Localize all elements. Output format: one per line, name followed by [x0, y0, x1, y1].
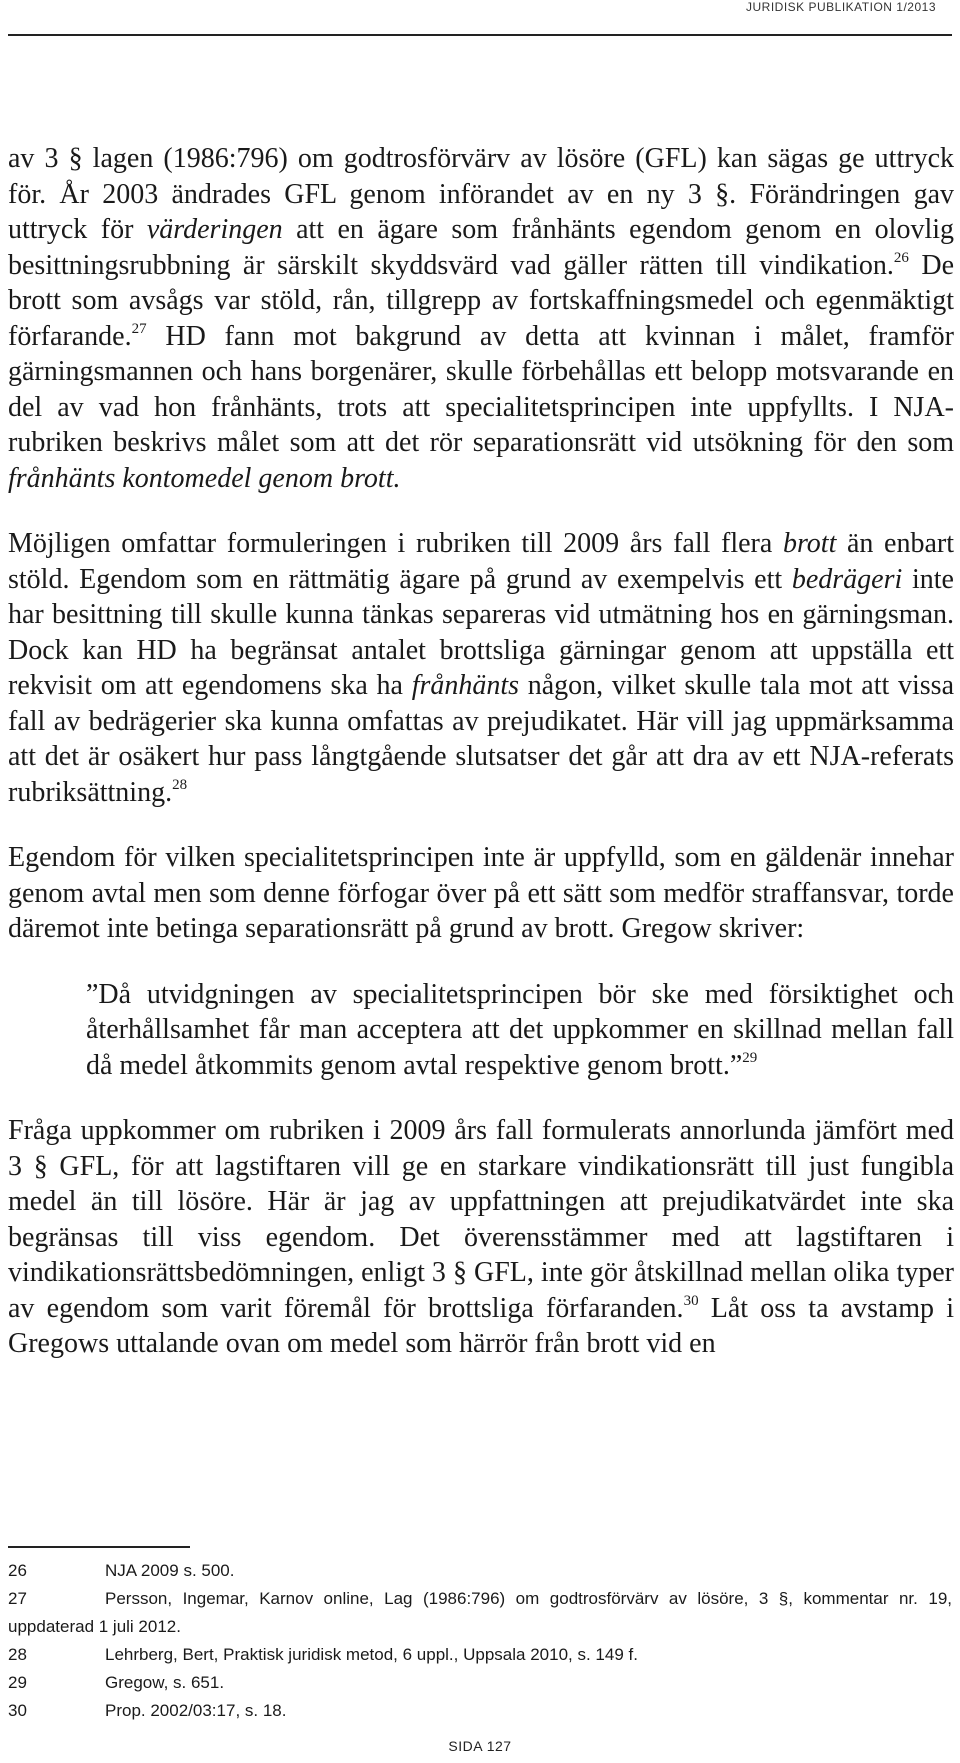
footnote-28: 28 Lehrberg, Bert, Praktisk juridisk metod, 6 uppl., Uppsala 2010, s. 149 f. — [8, 1645, 638, 1664]
footnote-27: 27 Persson, Ingemar, Karnov online, Lag (1986:796) om godtrosförvärv av lösöre, 3 §, kommentar nr. 19, uppdaterad 1 juli 2012. — [8, 1589, 952, 1636]
footnote-ref-29[interactable]: 29 — [742, 1049, 758, 1066]
running-head: JURIDISK PUBLIKATION 1/2013 — [745, 0, 936, 14]
article-body — [8, 141, 954, 1362]
emphasis-bedrageri: bedrägeri — [791, 563, 903, 595]
paragraph-4: Fråga uppkommer om rubriken i 2009 års fall formulerats annorlunda jämfört med 3 § GFL, för att lagstiftaren vill ge en starkare vindikationsrätt till just fungibla medel än till lösöre. Här är jag av uppfattningen att prejudikatvärdet inte ska begränsas till viss egendom. Det överensstämmer med att lagstiftaren i vindikationsrättsbedömningen, enligt 3 § GFL, inte gör åtskillnad mellan olika typer av egendom som varit föremål för brottsliga förfaranden.$^{30}$ Låt oss ta avstamp i Gregows uttalande ovan om medel som härrör från brott vid en — [8, 1115, 954, 1359]
paragraph-2: Möjligen omfattar formuleringen i rubriken till 2009 års fall flera brott än enbart stöld. Egendom som en rättmätig ägare på grund av exempelvis ett bedrägeri inte har besittning till skulle kunna tänkas separeras vid utmätning hos en gärningsman. Dock kan HD ha begränsat antalet brottsliga gärningar genom att uppställa ett rekvisit om att egendomens ska ha frånhänts någon, vilket skulle tala mot att vissa fall av bedrägerier ska kunna omfattas av prejudikatet. Här vill jag uppmärksamma att det är osäkert hur pass långtgående slutsatser det går att dra av ett NJA-referats rubriksättning.$^{28}$ — [8, 528, 954, 808]
paragraph-1: av 3 § lagen (1986:796) om godtrosförvärv av lösöre (GFL) kan sägas ge uttryck för. År 2003 ändrades GFL genom införandet av en ny 3 §. Förändringen gav uttryck för värderingen att en ägare som frånhänts egendom genom en olovlig besittningsrubbning är särskilt skyddsvärd vad gäller rätten till vindikation.$^{26}$ De brott som avsågs var stöld, rån, tillgrepp av fortskaffningsmedel och egenmäktigt förfarande.$^{27}$ HD fann mot bakgrund av detta att kvinnan i målet, framför gärningsmannen och hans borgenärer, skulle förbehållas ett belopp motsvarande en del av vad hon frånhänts, trots att specialitetsprincipen inte uppfyllts. I NJA-rubriken beskrivs målet som att det rör separationsrätt vid utsökning för den som frånhänts kontomedel genom brott. — [8, 143, 955, 494]
footnote-ref-26[interactable]: 26 — [893, 249, 909, 266]
paragraph-3: Egendom för vilken specialitetsprincipen inte är uppfylld, som en gäldenär innehar genom avtal men som denne förfogar över på ett sätt som medför straffansvar, torde däremot inte betinga separationsrätt på grund av brott. Gregow skriver: — [8, 842, 954, 944]
header-rule — [8, 34, 952, 36]
emphasis-brott: brott — [782, 528, 837, 559]
footnote-rule — [8, 1546, 190, 1548]
emphasis-varderingen: värderingen — [146, 214, 283, 245]
footnote-ref-28[interactable]: 28 — [172, 776, 188, 793]
page-number: SIDA 127 — [448, 1738, 512, 1754]
emphasis-kontomedel: frånhänts kontomedel genom brott. — [8, 462, 401, 494]
emphasis-franhants: frånhänts — [411, 670, 520, 701]
footnote-29: 29 Gregow, s. 651. — [8, 1673, 225, 1692]
block-quote: ”Då utvidgningen av specialitetsprincipen bör ske med försiktighet och återhållsamhet får man acceptera att det uppkommer en skillnad mellan fall då medel åtkommits genom avtal respektive genom brott.”$^{29}$ — [86, 978, 954, 1081]
footnotes — [8, 1557, 952, 1725]
footnote-ref-27[interactable]: 27 — [131, 320, 147, 337]
footnote-ref-30[interactable]: 30 — [683, 1292, 699, 1309]
footnote-30: 30 Prop. 2002/03:17, s. 18. — [8, 1701, 287, 1720]
footnote-26: 26 NJA 2009 s. 500. — [8, 1561, 235, 1580]
